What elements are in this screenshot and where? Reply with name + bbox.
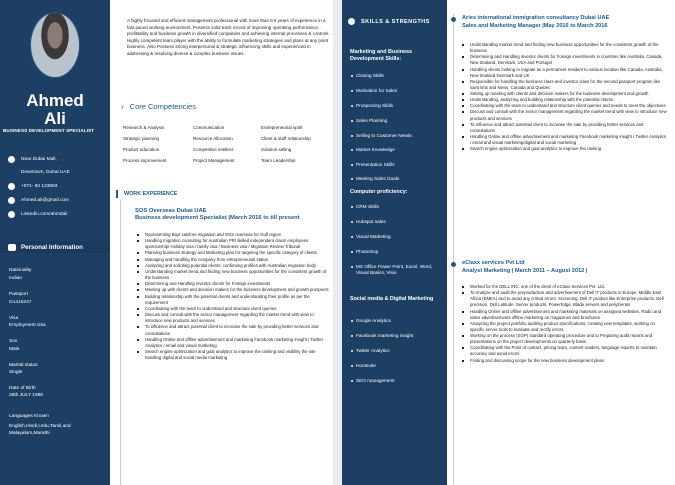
job1-responsibilities	[135, 232, 331, 361]
star-icon	[348, 18, 355, 25]
nationality-label: Nationality	[9, 268, 32, 273]
first-name: Ahmed	[26, 91, 84, 110]
nationality-value: Indian	[9, 276, 23, 281]
list-item: Planning business strategy and Marketing plan for targeting the specific category of clients	[135, 250, 331, 256]
profile-sidebar	[0, 0, 110, 485]
competency-item: Entrepreneurial spirit	[261, 125, 303, 130]
list-item: To Analyze and audit the preproduction and advertisement of Dell IT products in Europe, Middle East Africa (EMEA) and to avoid any critical errors. Screening, Dell IT product like Enterprise products, Dell precision, Dell Latitude, Server products, PowerEdge, Blade servers and peripherals	[460, 290, 668, 308]
skills-sidebar	[342, 0, 447, 485]
sex-label: Sex	[9, 339, 18, 344]
dob-label: Date of Birth	[9, 386, 36, 391]
list-item: Meeting up with clients and decision makers for the business development and growth prospects	[135, 287, 331, 293]
contact-phone: +971- 50 123863	[8, 183, 57, 190]
skill-item: Visual Marketing	[356, 234, 444, 240]
resume-page-2	[342, 0, 675, 485]
marital-status-label: Marital status	[9, 363, 38, 368]
list-item: Understanding market trend and finding new business opportunities for the consistent growth of the business	[135, 269, 331, 281]
list-item: To influence and attract potential client to increase the sale by providing better services and consultations	[135, 324, 331, 336]
skill-item: Motivation for Sales	[356, 88, 444, 94]
competency-item: Strategic planning	[123, 136, 160, 141]
skill-item: Selling to Customer Needs	[356, 133, 444, 139]
last-name: Ali	[44, 109, 66, 128]
list-item: Setting up meeting with clients and decision makers for the business development and growth	[460, 91, 668, 97]
job3-title: Analyst Marketing | March 2011 – August 2012 |	[462, 268, 588, 274]
job3-company: eClaxx services Pvt Ltd	[462, 260, 525, 266]
list-item: Analyzing and soliciting potential clients, confirming profiles with Australian migration body	[135, 263, 331, 269]
timeline-dot	[451, 262, 456, 267]
personal-info-heading: Personal Information	[0, 241, 110, 253]
skill-item: Google Analytics	[356, 318, 444, 324]
list-item: Coordinating with the team to understand and structure client queries	[135, 306, 331, 312]
list-item: To influence and attract potential client to increase the sale by providing better services and consultations	[460, 122, 668, 134]
skills-group-title: Social media & Digital Marketing	[350, 296, 434, 302]
skill-item: MS Office Power Point, Excel, Word, Visual Basics, Visio	[356, 264, 444, 276]
skill-item: Closing Skills	[356, 73, 444, 79]
timeline-dot	[451, 17, 456, 22]
skill-item: Hubspot sales	[356, 219, 444, 225]
list-item: Coordinating with the team to understand and structure client queries and needs to meet the objectives	[460, 103, 668, 109]
location-icon	[8, 156, 15, 163]
briefcase-icon	[116, 190, 118, 198]
list-item: Discuss and consult with the senior management regarding the market trend with view to introduce new products and services	[135, 312, 331, 324]
list-item: Handling migration consulting for Australian PR/ skilled independent class/ employees sponsorship/ Holiday visa / family visa / Business visa / Migration Review Tribunal	[135, 238, 331, 250]
sex-value: Male	[9, 347, 20, 352]
dob-value: 28th JULY 1988	[9, 393, 43, 398]
list-item: Representing Bayt salsfore migration and SOS overseas for Gulf region	[135, 232, 331, 238]
contact-address-2: Downtown, Dubai UAE	[21, 170, 70, 175]
list-item: Determining and Handling investor clients for Foreign investments	[135, 281, 331, 287]
id-card-icon	[8, 244, 16, 251]
list-item: Handling clients looking to migrate as a permanent resident to various location like Canada, Australia, New Zealand Denmark and UK	[460, 67, 668, 79]
main-content-page-1	[115, 0, 333, 485]
visa-value: Employment visa	[9, 323, 46, 328]
list-item: Analyzing the project portfolio auditing product specifications, creating new templates, working on specific server tools to evaluate and rectify errors	[460, 321, 668, 333]
list-item: Search engine optimization and goal analytics to improve the ranking	[460, 146, 668, 152]
work-experience-heading: WORK EXPERIENCE	[116, 190, 177, 198]
list-item: Determining and Handling investor clients for Foreign investments in countries like Australia, Canada, New Zealand, Denmark, USA and Portugal	[460, 54, 668, 66]
competency-item: Communication	[193, 125, 225, 130]
contact-linkedin[interactable]: Linkedin.com/ahmdali	[8, 211, 67, 218]
list-item: Finding and discussing scope for the new business development plans	[460, 358, 668, 364]
list-item: Responsible for handling the business class and investor class for the second passport program like saint kitts and Nevis, Canada and Quebec	[460, 79, 668, 91]
main-content-page-2	[450, 0, 675, 485]
chevron-right-icon: ›	[121, 102, 124, 111]
job2-responsibilities	[460, 42, 668, 152]
marital-status-value: Single	[9, 370, 23, 375]
languages-label: Languages Known	[9, 414, 49, 419]
passport-label: Passport	[9, 292, 28, 297]
skill-item: Market Knowledge	[356, 147, 444, 153]
profile-photo	[30, 12, 80, 78]
competency-item: Project Management	[193, 158, 235, 163]
job3-responsibilities	[460, 284, 668, 364]
skills-group-title: Marketing and Business Development Skills:	[350, 49, 413, 62]
list-item: Managing and handling the company from entrepreneurial status	[135, 257, 331, 263]
professional-summary: A highly focused and efficient management professional with more than 9.5 years of experience in a fast paced working environment, Possess solid track record of improving operating performance, profitability and business growth in diversified companies and achieving internal processes & controls. Highly competent team player with the ability to formulate marketing strategies and plans at any point business. Also Possess strong interpersonal & strategic influencing skills and experienced in addressing & resolving diverse & complex business issues.	[127, 18, 330, 56]
competency-item: Research & Analysis	[123, 125, 165, 130]
phone-icon	[8, 183, 15, 190]
job1-title: Business development Specialist |March 2016 to till present	[135, 215, 300, 221]
job2-company: Aries international immigration consultancy Dubai UAE	[462, 15, 610, 21]
skill-item: Facebook marketing insight	[356, 333, 444, 339]
email-icon	[8, 197, 15, 204]
list-item: Handling Online and offline advertisement and marketing materials on assigned websites, Radio and video advertisements offline marketing on magazines and brochures	[460, 309, 668, 321]
skill-item: Sales Planning	[356, 118, 444, 124]
job2-title: Sales and Marketing Manager |May 2016 to March 2016	[462, 23, 608, 29]
skill-item: Prospecting Skills	[356, 103, 444, 109]
skill-item: Meeting Sales Goals	[356, 176, 444, 182]
competency-item: Team Leadership	[261, 158, 296, 163]
list-item: Handling Online and offline advertisement and marketing Facebook marketing insight / Twitter Analytics / email and visual marketing/digital and social marketing	[460, 134, 668, 146]
skills-group-title: Computer proficiency:	[350, 189, 408, 195]
competency-item: Solution selling	[261, 147, 292, 152]
skill-item: Hootsuite	[356, 363, 444, 369]
list-item: Building relationship with the potential clients and understanding their profile as per the requirement	[135, 294, 331, 306]
job1-company: SOS Overseas Dubai UAE	[135, 208, 207, 214]
timeline-line	[120, 200, 121, 485]
competency-item: Product education	[123, 147, 160, 152]
skill-item: Photoshop	[356, 249, 444, 255]
list-item: Understanding market trend and finding new business opportunities for the consistent growth of the business	[460, 42, 668, 54]
skills-heading: SKILLS & STRENGTHS	[348, 18, 430, 25]
skill-item: Twitter Analytics	[356, 348, 444, 354]
contact-address-1: Near Dubai Mall,	[8, 156, 57, 163]
job-title: BUSINESS DEVELOPMENT SPECIALIST	[3, 128, 95, 133]
competency-item: Process improvement	[123, 158, 167, 163]
resume-page-1	[0, 0, 333, 485]
skill-item: SEO management	[356, 378, 444, 384]
list-item: Working on the process (SOP) standard operating procedure and to Preparing audit reports and presentations on the project developments on quarterly basis	[460, 333, 668, 345]
list-item: Handling Online and offline advertisement and marketing Facebook marketing insight / Twitter Analytics / email and visual marketing	[135, 337, 331, 349]
visa-label: Visa	[9, 316, 19, 321]
competency-item: Client & staff relationship	[261, 136, 311, 141]
contact-email[interactable]: Ahmed.ali@gmail.com	[8, 197, 69, 204]
competencies-grid	[123, 125, 333, 163]
list-item: Coordinating with the Point of contact, pricing team, content readers, language experts to maintain accuracy and avoid errors	[460, 345, 668, 357]
list-item: Understanding, analyzing and building relationship with the potential clients	[460, 97, 668, 103]
linkedin-icon	[8, 211, 15, 218]
timeline-line	[453, 14, 454, 485]
passport-value: G1415247	[9, 300, 32, 305]
core-competencies-heading: › Core Competencies	[121, 102, 196, 111]
list-item: Discuss and consult with the senior management regarding the market trend with view to introduce new products and services	[460, 109, 668, 121]
competency-item: Competitive intellect	[193, 147, 234, 152]
list-item: Search engine optimization and goal analytics to improve the ranking and visibility the site handling digital and social media marketing	[135, 349, 331, 361]
skill-item: Presentation Skills	[356, 162, 444, 168]
competency-item: Resource Allocation	[193, 136, 233, 141]
languages-value: English,Hindi,Urdu,Tamil,and Malayalam,Marathi	[9, 424, 71, 436]
skill-item: CRM Skills	[356, 204, 444, 210]
list-item: Worked for the DELL INC. one of the client of eClaxx Services Pvt. Ltd.	[460, 284, 668, 290]
